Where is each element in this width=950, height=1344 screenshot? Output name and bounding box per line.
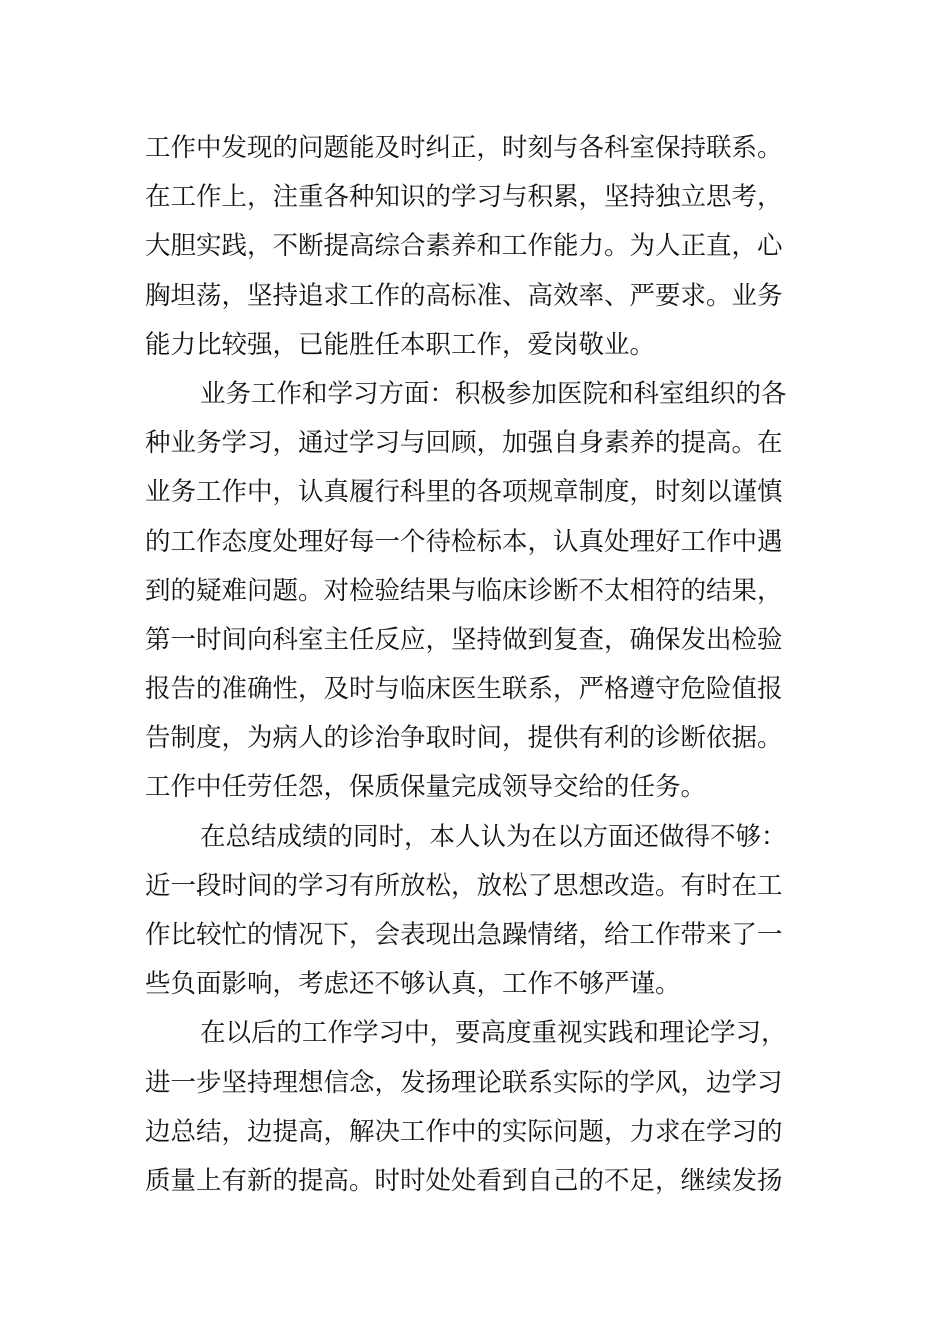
text-line: 业务工作中，认真履行科里的各项规章制度，时刻以谨慎 (145, 477, 783, 508)
text-line: 报告的准确性，及时与临床医生联系，严格遵守危险值报 (145, 674, 783, 705)
text-line: 能力比较强，已能胜任本职工作，爱岗敬业。 (145, 329, 656, 360)
paragraph-first-line: 业务工作和学习方面：积极参加医院和科室组织的各 (200, 378, 787, 409)
document-body (145, 124, 810, 1206)
text-line: 作比较忙的情况下，会表现出急躁情绪，给工作带来了一 (145, 920, 783, 950)
text-line: 些负面影响，考虑还不够认真，工作不够严谨。 (145, 969, 681, 1000)
text-line: 在工作上，注重各种知识的学习与积累，坚持独立思考， (145, 182, 783, 213)
paragraph-first-line: 在以后的工作学习中，要高度重视实践和理论学习， (200, 1018, 787, 1049)
text-line: 边总结，边提高，解决工作中的实际问题，力求在学习的 (145, 1116, 783, 1147)
text-line: 进一步坚持理想信念，发扬理论联系实际的学风，边学习 (145, 1067, 783, 1098)
text-line: 胸坦荡，坚持追求工作的高标准、高效率、严要求。业务 (145, 280, 783, 311)
text-line: 的工作态度处理好每一个待检标本，认真处理好工作中遇 (145, 526, 783, 557)
paragraph-first-line: 在总结成绩的同时，本人认为在以方面还做得不够： (200, 821, 787, 852)
text-line: 工作中发现的问题能及时纠正，时刻与各科室保持联系。 (145, 133, 783, 163)
text-line: 工作中任劳任怨，保质保量完成领导交给的任务。 (145, 772, 707, 803)
text-line: 近一段时间的学习有所放松，放松了思想改造。有时在工 (145, 870, 783, 901)
text-line: 到的疑难问题。对检验结果与临床诊断不太相符的结果， (145, 575, 783, 606)
text-line: 第一时间向科室主任反应，坚持做到复查，确保发出检验 (145, 624, 783, 655)
text-line: 大胆实践，不断提高综合素养和工作能力。为人正直，心 (145, 231, 783, 262)
text-line: 告制度，为病人的诊治争取时间，提供有利的诊断依据。 (145, 723, 783, 754)
text-line: 种业务学习，通过学习与回顾，加强自身素养的提高。在 (145, 428, 783, 459)
text-line: 质量上有新的提高。时时处处看到自己的不足，继续发扬 (145, 1165, 783, 1196)
